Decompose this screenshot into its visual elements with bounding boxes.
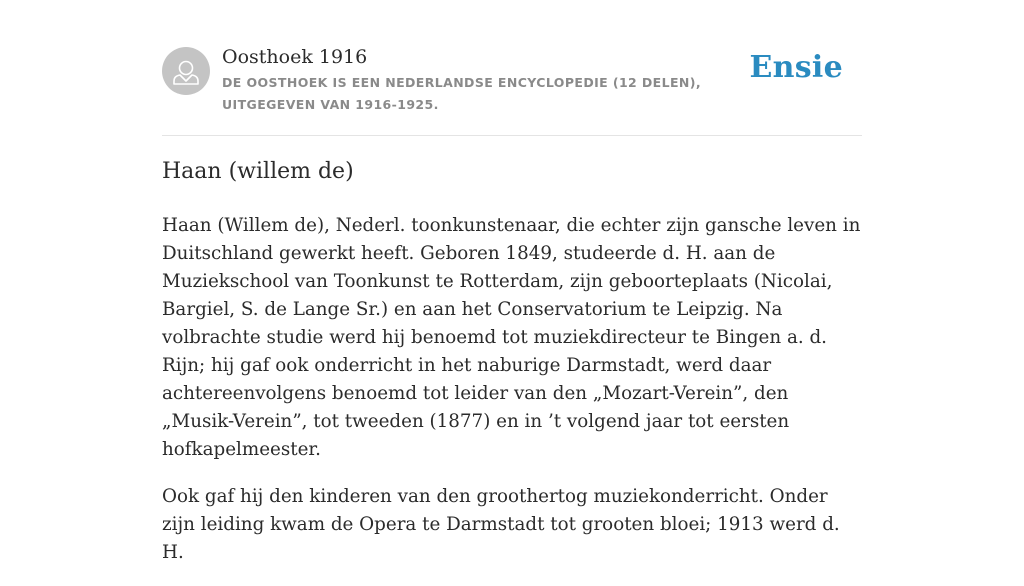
source-header	[162, 0, 862, 136]
article-body	[162, 212, 862, 586]
source-description: DE OOSTHOEK IS EEN NEDERLANDSE ENCYCLOPEDIE (12 DELEN), UITGEGEVEN VAN 1916-1925.	[222, 75, 702, 112]
user-outline-icon	[162, 47, 210, 95]
article-paragraph-2: Ook gaf hij den kinderen van den groothertog muziekonderricht. Onder zijn leiding kwam de Opera te Darmstadt tot grooten bloei; 1913 werd d. H.	[162, 486, 840, 563]
ensie-logo-link[interactable]: Ensie	[749, 50, 843, 85]
article-paragraph-1: Haan (Willem de), Nederl. toonkunstenaar, die echter zijn gansche leven in Duitschland gewerkt heeft. Geboren 1849, studeerde d. H. aan de Muziekschool van Toonkunst te Rotterdam, zijn geboorteplaats (Nicolai, Bargiel, S. de Lange Sr.) en aan het Conservatorium te Leipzig. Na volbrachte studie werd hij benoemd tot muziekdirecteur te Bingen a. d. Rijn; hij gaf ook onderricht in het naburige Darmstadt, werd daar achtereenvolgens benoemd tot leider van den „Mozart-Verein”, den „Musik-Verein”, tot tweeden (1877) en in ’t volgend jaar tot eersten hofkapelmeester.	[162, 215, 861, 460]
page	[162, 0, 862, 563]
source-avatar[interactable]	[162, 47, 210, 95]
source-title[interactable]: Oosthoek 1916	[222, 46, 368, 68]
article-title: Haan (willem de)	[162, 159, 354, 184]
